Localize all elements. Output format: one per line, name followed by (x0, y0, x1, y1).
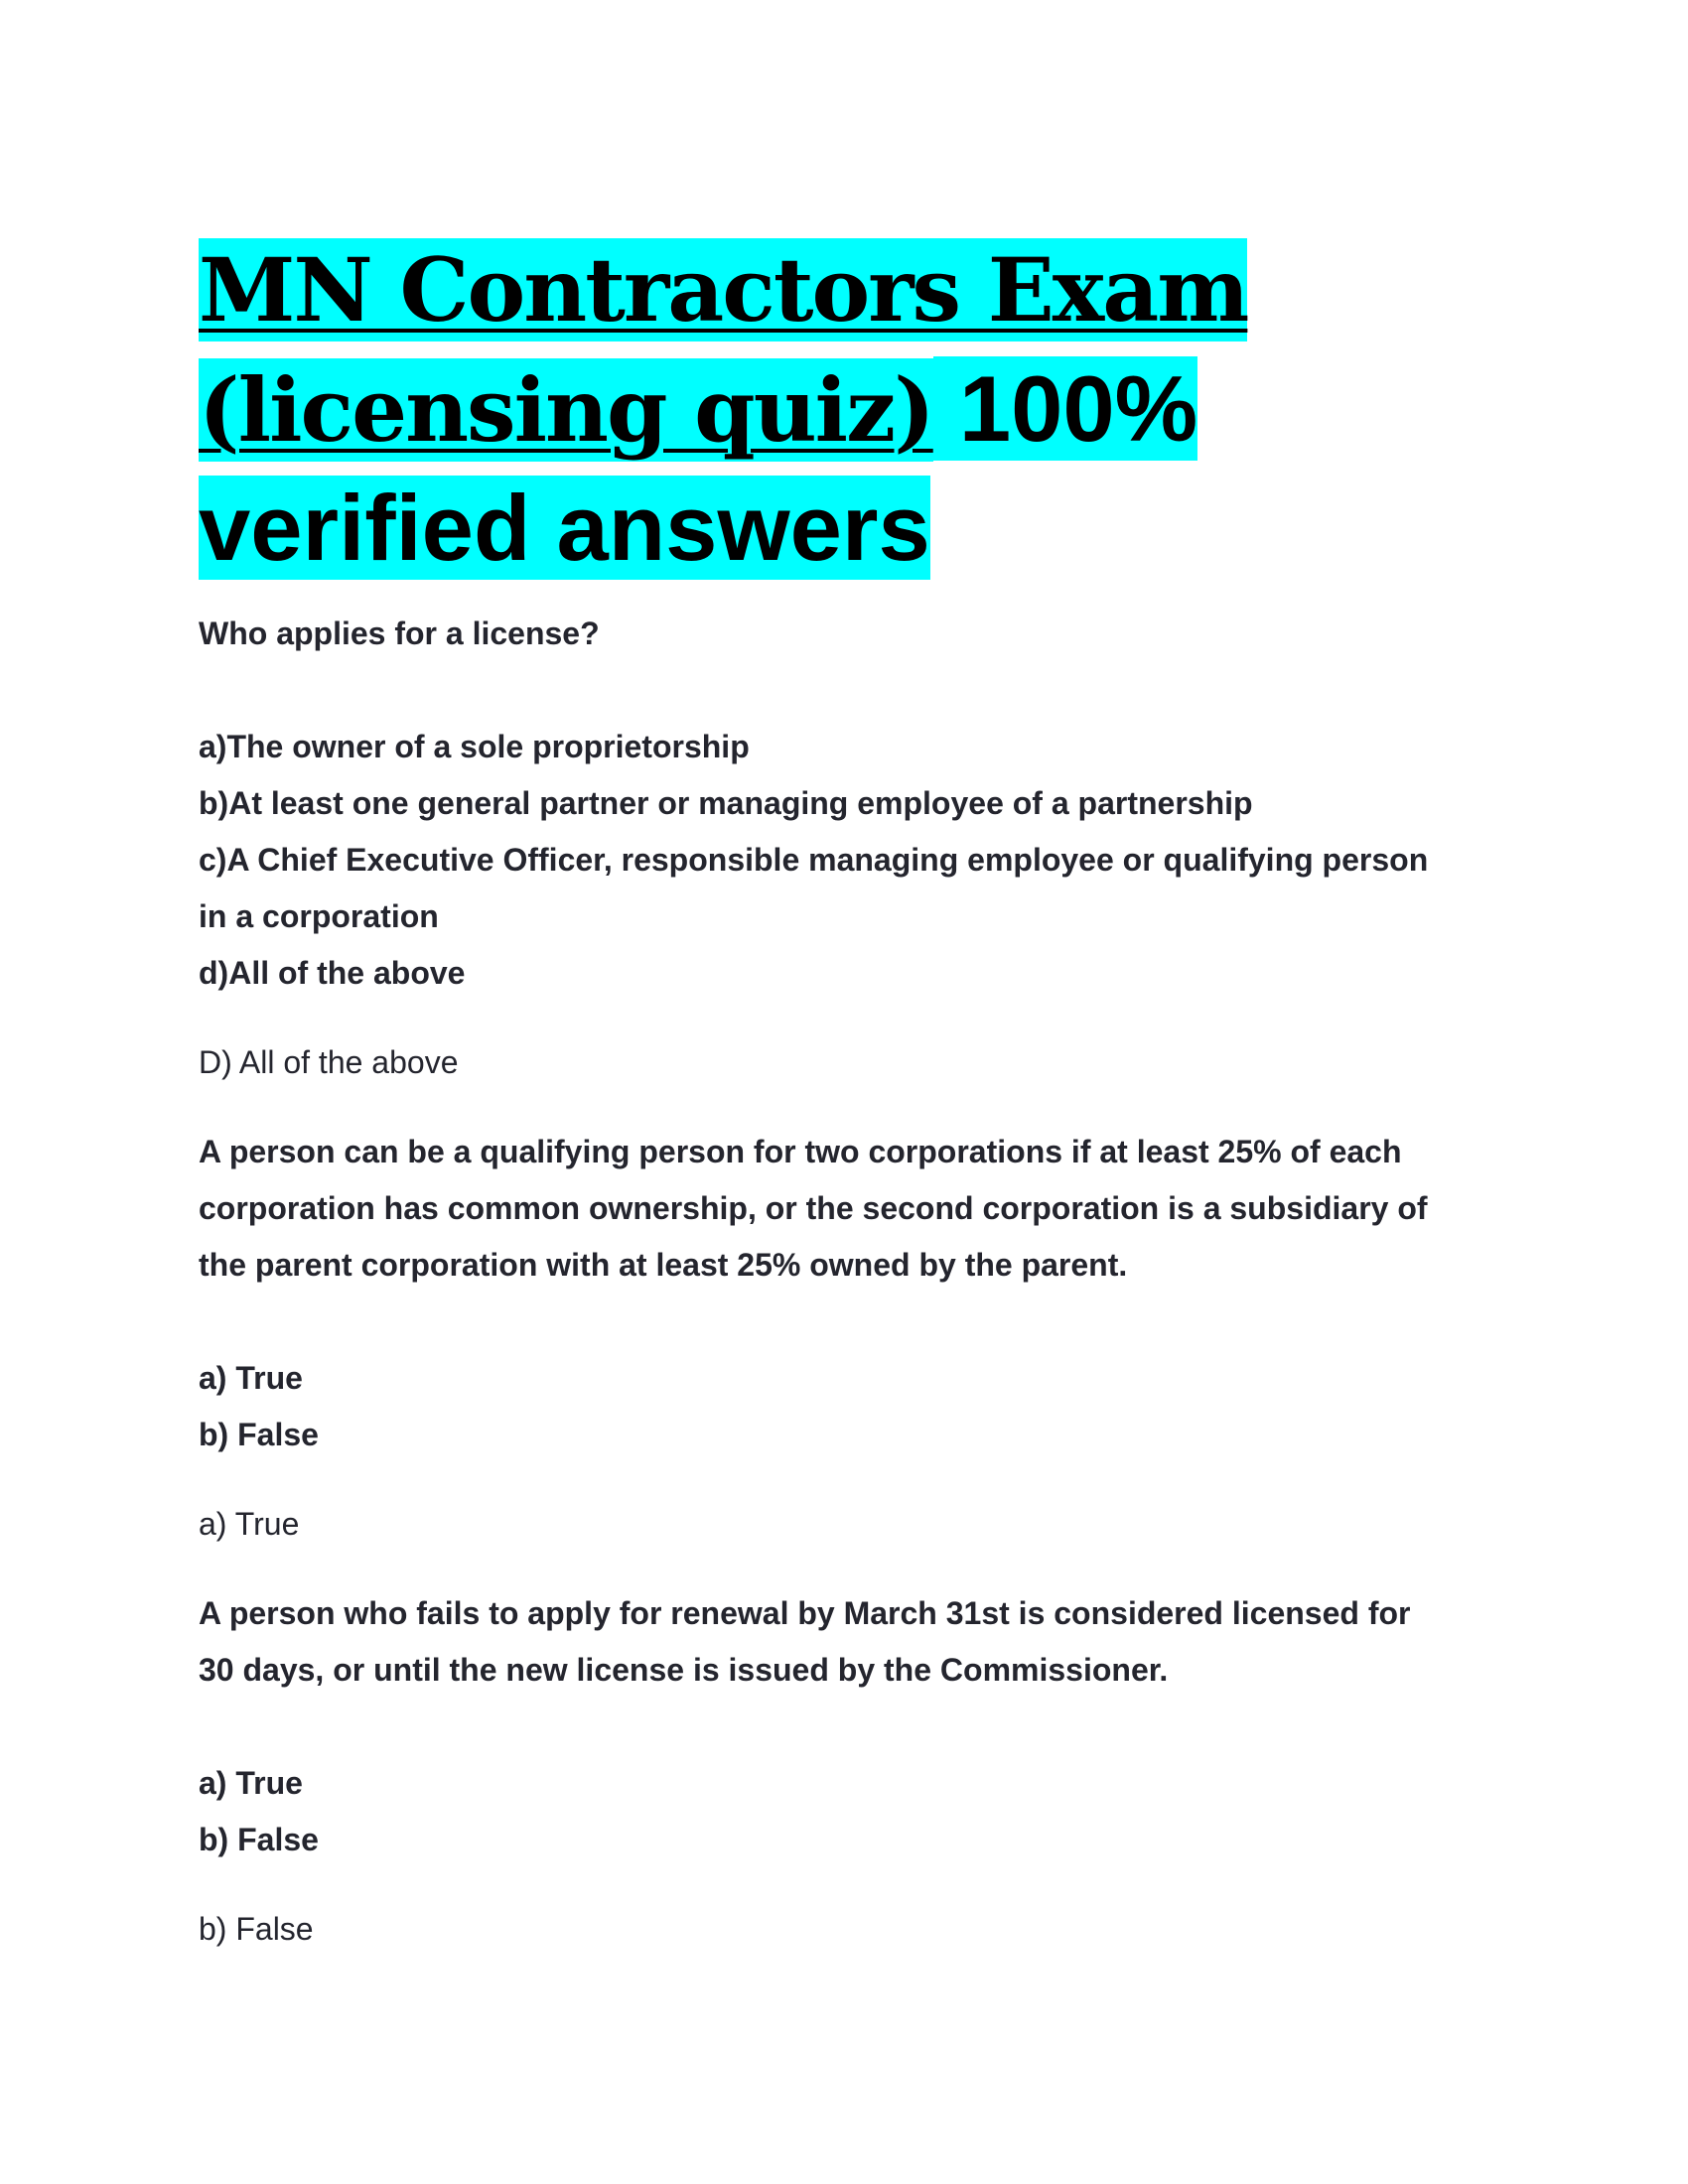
question-block-2 (199, 1124, 1509, 1553)
option-a: a)The owner of a sole proprietorship (199, 729, 750, 764)
option-d: d)All of the above (199, 955, 466, 991)
answer-text: D) All of the above (199, 1044, 459, 1080)
question-text: A person can be a qualifying person for two corporations if at least 25% of each (199, 1134, 1402, 1169)
option-b: b) False (199, 1822, 319, 1857)
question-text: corporation has common ownership, or the second corporation is a subsidiary of (199, 1190, 1428, 1226)
answer-text: b) False (199, 1911, 314, 1947)
document-page (199, 230, 1509, 1958)
title-course-name: MN Contractors Exam (199, 238, 1248, 341)
question-block-1 (199, 606, 1509, 1091)
document-title (199, 230, 1248, 588)
options-list (199, 719, 1509, 1002)
question-block-3 (199, 1585, 1509, 1958)
question-text: Who applies for a license? (199, 615, 600, 651)
option-a: a) True (199, 1765, 303, 1801)
title-verified-answers: verified answers (199, 476, 930, 580)
option-a: a) True (199, 1360, 303, 1396)
option-c: c)A Chief Executive Officer, responsible managing employee or qualifying person (199, 842, 1429, 878)
title-course-subtitle: (licensing quiz) (199, 358, 933, 462)
question-text: A person who fails to apply for renewal by March 31st is considered licensed for (199, 1595, 1411, 1631)
answer-text: a) True (199, 1506, 300, 1542)
options-list (199, 1350, 1509, 1463)
option-c-continued: in a corporation (199, 898, 439, 934)
option-b: b)At least one general partner or managing employee of a partnership (199, 785, 1253, 821)
question-text: the parent corporation with at least 25% owned by the parent. (199, 1247, 1128, 1283)
options-list (199, 1755, 1509, 1868)
option-b: b) False (199, 1417, 319, 1452)
title-line-3 (199, 469, 1201, 588)
title-line-1 (199, 230, 1248, 349)
title-percent: 100% (932, 356, 1198, 461)
question-text: 30 days, or until the new license is issued by the Commissioner. (199, 1652, 1169, 1688)
title-line-2 (199, 349, 1201, 469)
